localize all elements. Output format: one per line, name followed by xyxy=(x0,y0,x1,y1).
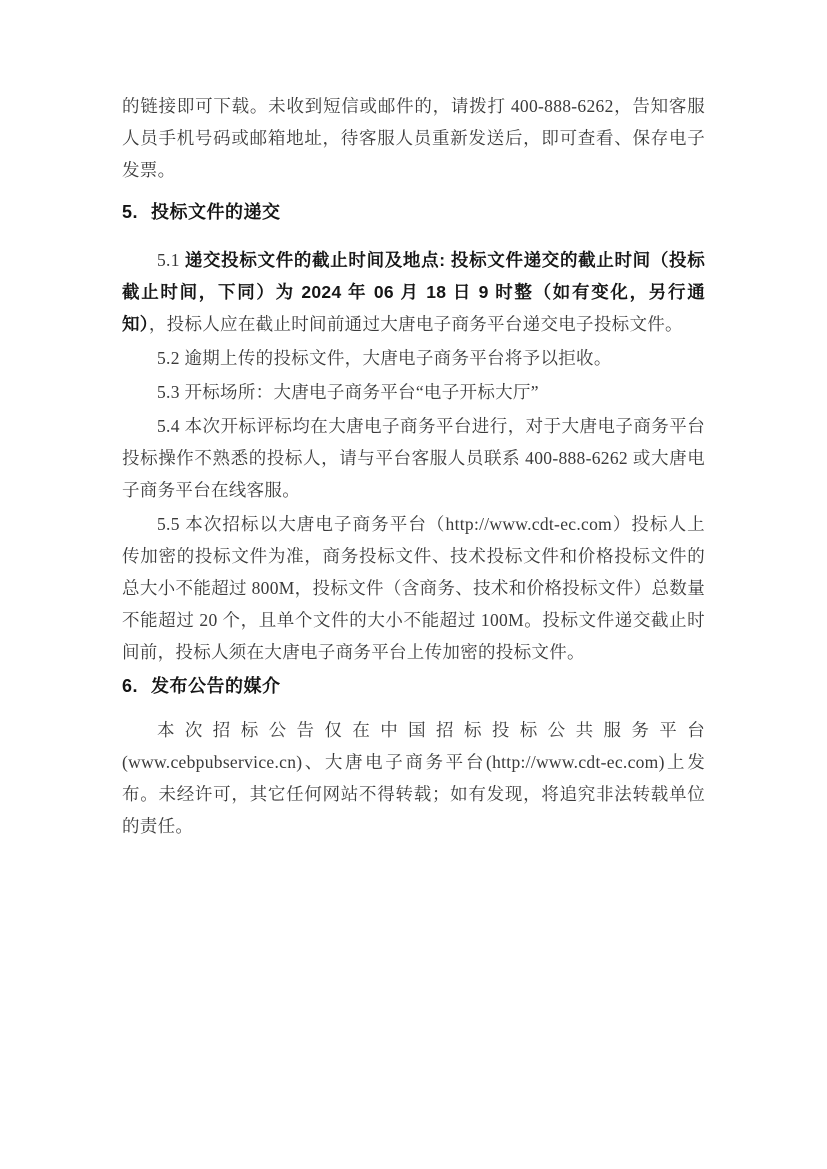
section-5-title: 投标文件的递交 xyxy=(151,202,281,222)
clause-5-5: 5.5 本次招标以大唐电子商务平台（http://www.cdt-ec.com）投标人上传加密的投标文件为准，商务投标文件、技术投标文件和价格投标文件的总大小不能超过 800M，投标文件（含商务、技术和价格投标文件）总数量不能超过 20 个，且单个文件的大小不能超过 100M。投标文件递交截止时间前，投标人须在大唐电子商务平台上传加密的投标文件。 xyxy=(122,514,705,662)
continuation-paragraph: 的链接即可下载。未收到短信或邮件的，请拨打 400-888-6262，告知客服人员手机号码或邮箱地址，待客服人员重新发送后，即可查看、保存电子发票。 xyxy=(122,96,705,180)
clause-5-4: 5.4 本次开标评标均在大唐电子商务平台进行，对于大唐电子商务平台投标操作不熟悉的投标人，请与平台客服人员联系 400-888-6262 或大唐电子商务平台在线客服。 xyxy=(122,416,705,500)
clause-5-2: 5.2 逾期上传的投标文件，大唐电子商务平台将予以拒收。 xyxy=(157,348,612,368)
section-6-number: 6. xyxy=(122,676,139,696)
section-5-number: 5. xyxy=(122,202,139,222)
clause-5-1 xyxy=(122,244,705,340)
clause-5-3: 5.3 开标场所：大唐电子商务平台“电子开标大厅” xyxy=(157,382,539,402)
clause-5-1-bold-text: 递交投标文件的截止时间及地点: 投标文件递交的截止时间（投标截止时间，下同）为 2024 年 06 月 18 日 9 时整（如有变化，另行通知） xyxy=(122,250,706,334)
section-5-heading xyxy=(122,196,705,228)
clause-5-1-number: 5.1 xyxy=(157,250,185,270)
clause-5-1-regular-text: ，投标人应在截止时间前通过大唐电子商务平台递交电子投标文件。 xyxy=(148,314,683,334)
section-6-heading xyxy=(122,670,705,702)
announcement-media-paragraph: 本次招标公告仅在中国招标投标公共服务平台(www.cebpubservice.cn)、大唐电子商务平台(http://www.cdt-ec.com)上发布。未经许可，其它任何网站不得转载；如有发现，将追究非法转载单位的责任。 xyxy=(122,720,705,836)
section-6-title: 发布公告的媒介 xyxy=(151,676,281,696)
